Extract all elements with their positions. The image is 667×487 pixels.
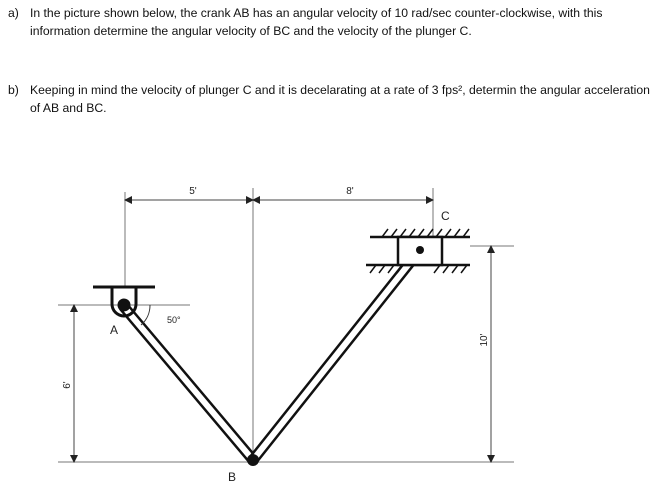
dim-label-vertical-c: 10' [479, 333, 490, 347]
angle-label: 50° [167, 315, 181, 325]
pin-b [247, 454, 259, 466]
question-b-text: Keeping in mind the velocity of plunger C and it is decelarating at a rate of 3 fps², determin the angular acceleration of AB and BC. [30, 83, 650, 115]
point-label-c: C [441, 209, 450, 223]
question-a-text: In the picture shown below, the crank AB has an angular velocity of 10 rad/sec counter-clockwise, with this information determine the angular velocity of BC and the velocity of the plunger C. [30, 6, 603, 38]
question-b-label: b) [8, 83, 19, 97]
link-bc [253, 250, 420, 460]
point-label-b: B [228, 470, 237, 484]
question-a-label: a) [8, 6, 19, 20]
link-ab [124, 307, 253, 460]
dim-label-vertical-a: 6' [62, 381, 73, 389]
dim-label-ab: 5' [189, 186, 197, 197]
point-label-a: A [110, 323, 119, 337]
pin-c [416, 246, 424, 254]
pin-a [118, 299, 131, 312]
dim-label-bc: 8' [346, 186, 354, 197]
